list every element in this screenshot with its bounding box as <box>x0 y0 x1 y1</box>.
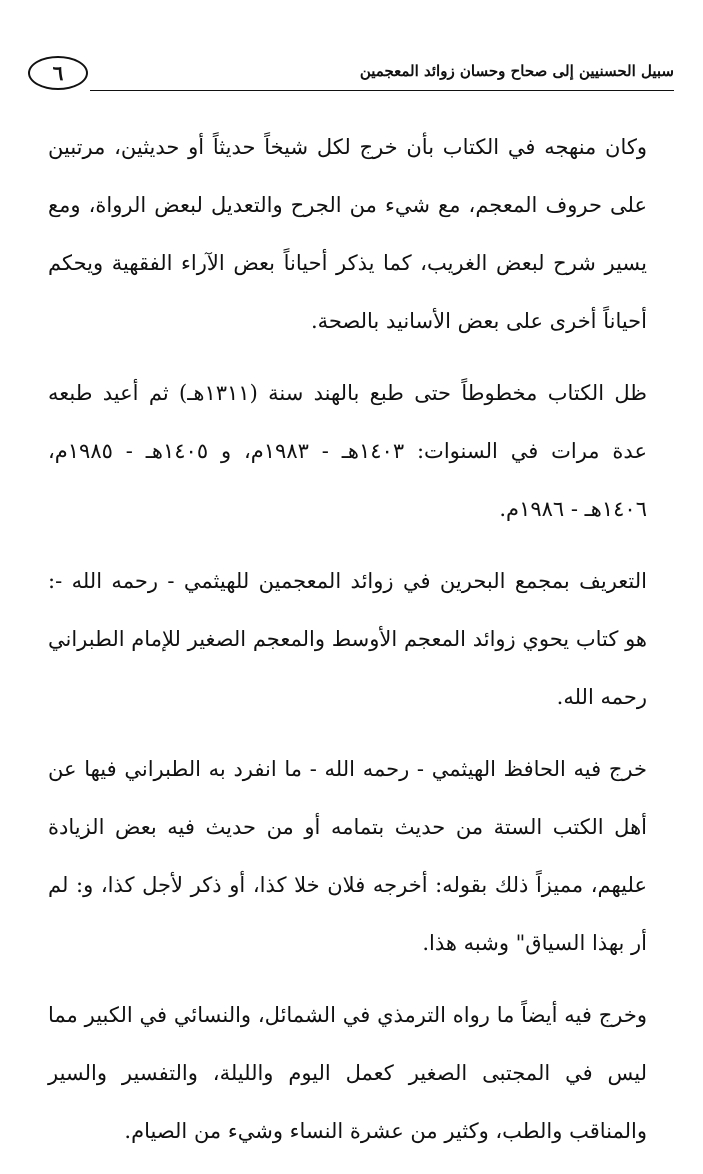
paragraph-additional-sources: وخرج فيه أيضاً ما رواه الترمذي في الشمائل، والنسائي في الكبير مما ليس في المجتبى الصغير كعمل اليوم والليلة، والتفسير والسير والمناقب والطب، وكثير من عشرة النساء وشيء من الصيام. <box>48 1003 647 1143</box>
page-number: ٦ <box>28 56 88 90</box>
running-title: سبيل الحسنيين إلى صحاح وحسان زوائد المعجمين <box>359 62 674 80</box>
paragraph-method: وكان منهجه في الكتاب بأن خرج لكل شيخاً حديثاً أو حديثين، مرتبين على حروف المعجم، مع شيء من الجرح والتعديل لبعض الرواة، ومع يسير شرح لبعض الغريب، كما يذكر أحياناً بعض الآراء الفقهية ويحكم أحياناً أخرى على بعض الأسانيد بالصحة. <box>48 135 647 333</box>
header-divider <box>90 90 674 91</box>
paragraph-printing-history: ظل الكتاب مخطوطاً حتى طبع بالهند سنة (١٣١١هـ) ثم أعيد طبعه عدة مرات في السنوات: ١٤٠٣هـ - ١٩٨٣م، و ١٤٠٥هـ - ١٩٨٥م، ١٤٠٦هـ - ١٩٨٦م. <box>48 381 647 521</box>
paragraph-haythami-method: خرج فيه الحافظ الهيثمي - رحمه الله - ما انفرد به الطبراني فيها عن أهل الكتب الستة من حديث بتمامه أو من حديث فيه بعض الزيادة عليهم، مميزاً ذلك بقوله: أخرجه فلان خلا كذا، أو ذكر لأجل كذا، و: لم أر بهذا السياق" وشبه هذا. <box>48 757 647 955</box>
page-header <box>28 56 674 96</box>
paragraph-majma-definition: التعريف بمجمع البحرين في زوائد المعجمين للهيثمي - رحمه الله -: هو كتاب يحوي زوائد المعجم الأوسط والمعجم الصغير للإمام الطبراني رحمه الله. <box>48 569 647 709</box>
page-body <box>48 118 647 1174</box>
